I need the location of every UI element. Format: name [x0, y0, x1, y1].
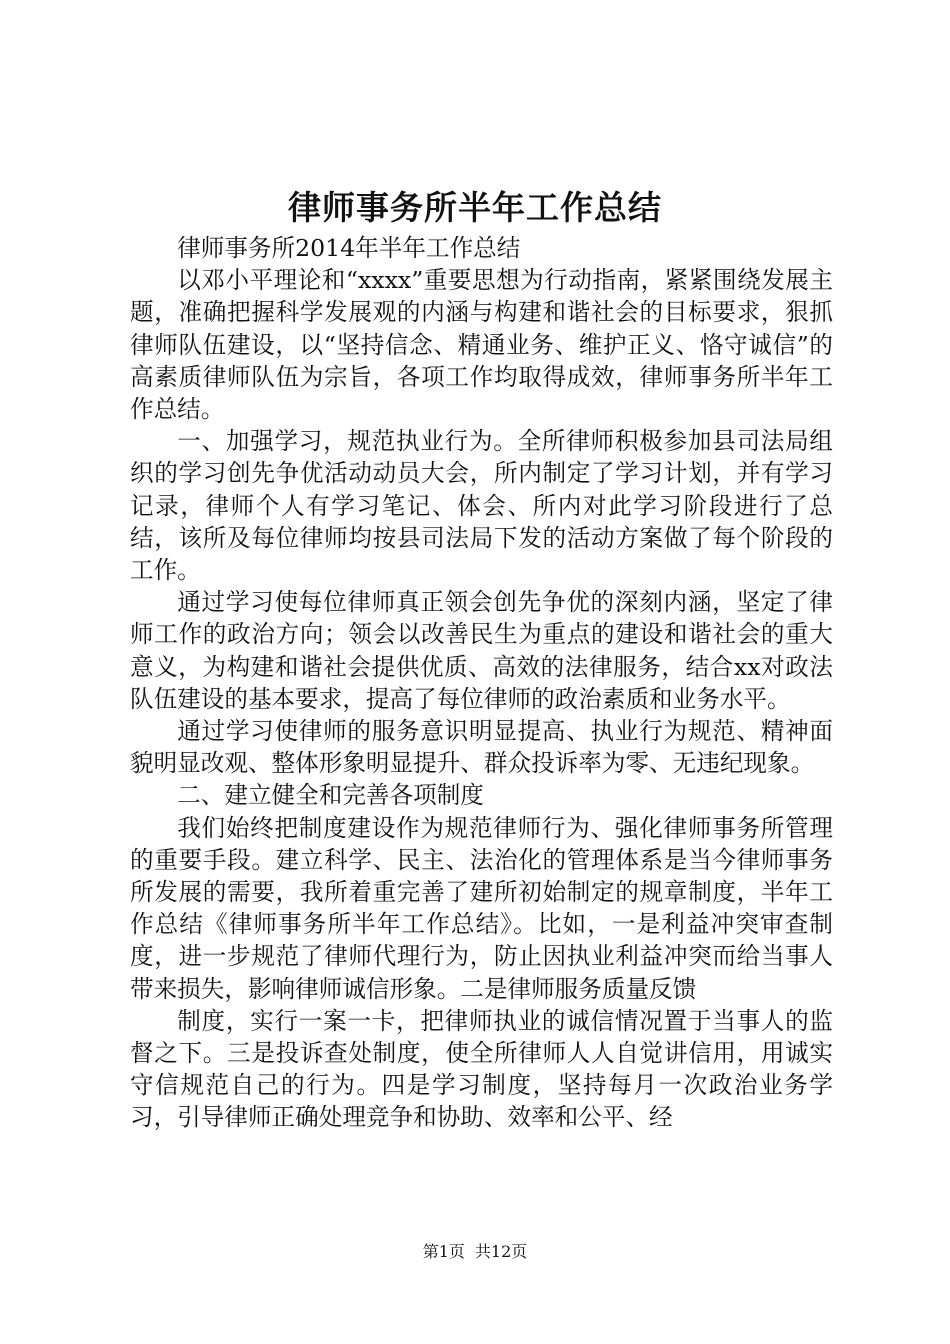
body-paragraph: 通过学习使每位律师真正领会创先争优的深刻内涵，坚定了律师工作的政治方向；领会以改善民生为重点的建设和谐社会的重大意义，为构建和谐社会提供优质、高效的法律服务，结合xx对政法队伍建设的基本要求，提高了每位律师的政治素质和业务水平。: [130, 588, 833, 713]
page-number: 第1页: [422, 1242, 465, 1261]
body-paragraph: 以邓小平理论和“xxxx”重要思想为行动指南，紧紧围绕发展主题，准确把握科学发展观的内涵与构建和谐社会的目标要求，狠抓律师队伍建设，以“坚持信念、精通业务、维护正义、恪守诚信”的高素质律师队伍为宗旨，各项工作均取得成效，律师事务所半年工作总结。: [130, 266, 833, 424]
document-title: 律师事务所半年工作总结: [288, 188, 662, 227]
page-total: 共12页: [474, 1242, 528, 1261]
body-paragraph: 一、加强学习，规范执业行为。全所律师积极参加县司法局组织的学习创先争优活动动员大会，所内制定了学习计划，并有学习记录，律师个人有学习笔记、体会、所内对此学习阶段进行了总结，该所及每位律师均按县司法局下发的活动方案做了每个阶段的工作。: [130, 427, 833, 585]
section-heading: 二、建立健全和完善各项制度: [177, 781, 484, 810]
document-body: [130, 232, 833, 1134]
page-footer: [0, 1240, 950, 1264]
body-paragraph: 制度，实行一案一卡，把律师执业的诚信情况置于当事人的监督之下。三是投诉查处制度，使全所律师人人自觉讲信用，用诚实守信规范自己的行为。四是学习制度，坚持每月一次政治业务学习，引导律师正确处理竞争和协助、效率和公平、经: [130, 1006, 833, 1132]
body-paragraph: 我们始终把制度建设作为规范律师行为、强化律师事务所管理的重要手段。建立科学、民主、法治化的管理体系是当今律师事务所发展的需要，我所着重完善了建所初始制定的规章制度，半年工作总结《律师事务所半年工作总结》。比如，一是利益冲突审查制度，进一步规范了律师代理行为，防止因执业利益冲突而给当事人带来损失，影响律师诚信形象。二是律师服务质量反馈: [130, 813, 833, 1003]
subtitle-paragraph: 律师事务所2014年半年工作总结: [177, 234, 521, 262]
body-paragraph: 通过学习使律师的服务意识明显提高、执业行为规范、精神面貌明显改观、整体形象明显提升、群众投诉率为零、无违纪现象。: [130, 717, 833, 778]
